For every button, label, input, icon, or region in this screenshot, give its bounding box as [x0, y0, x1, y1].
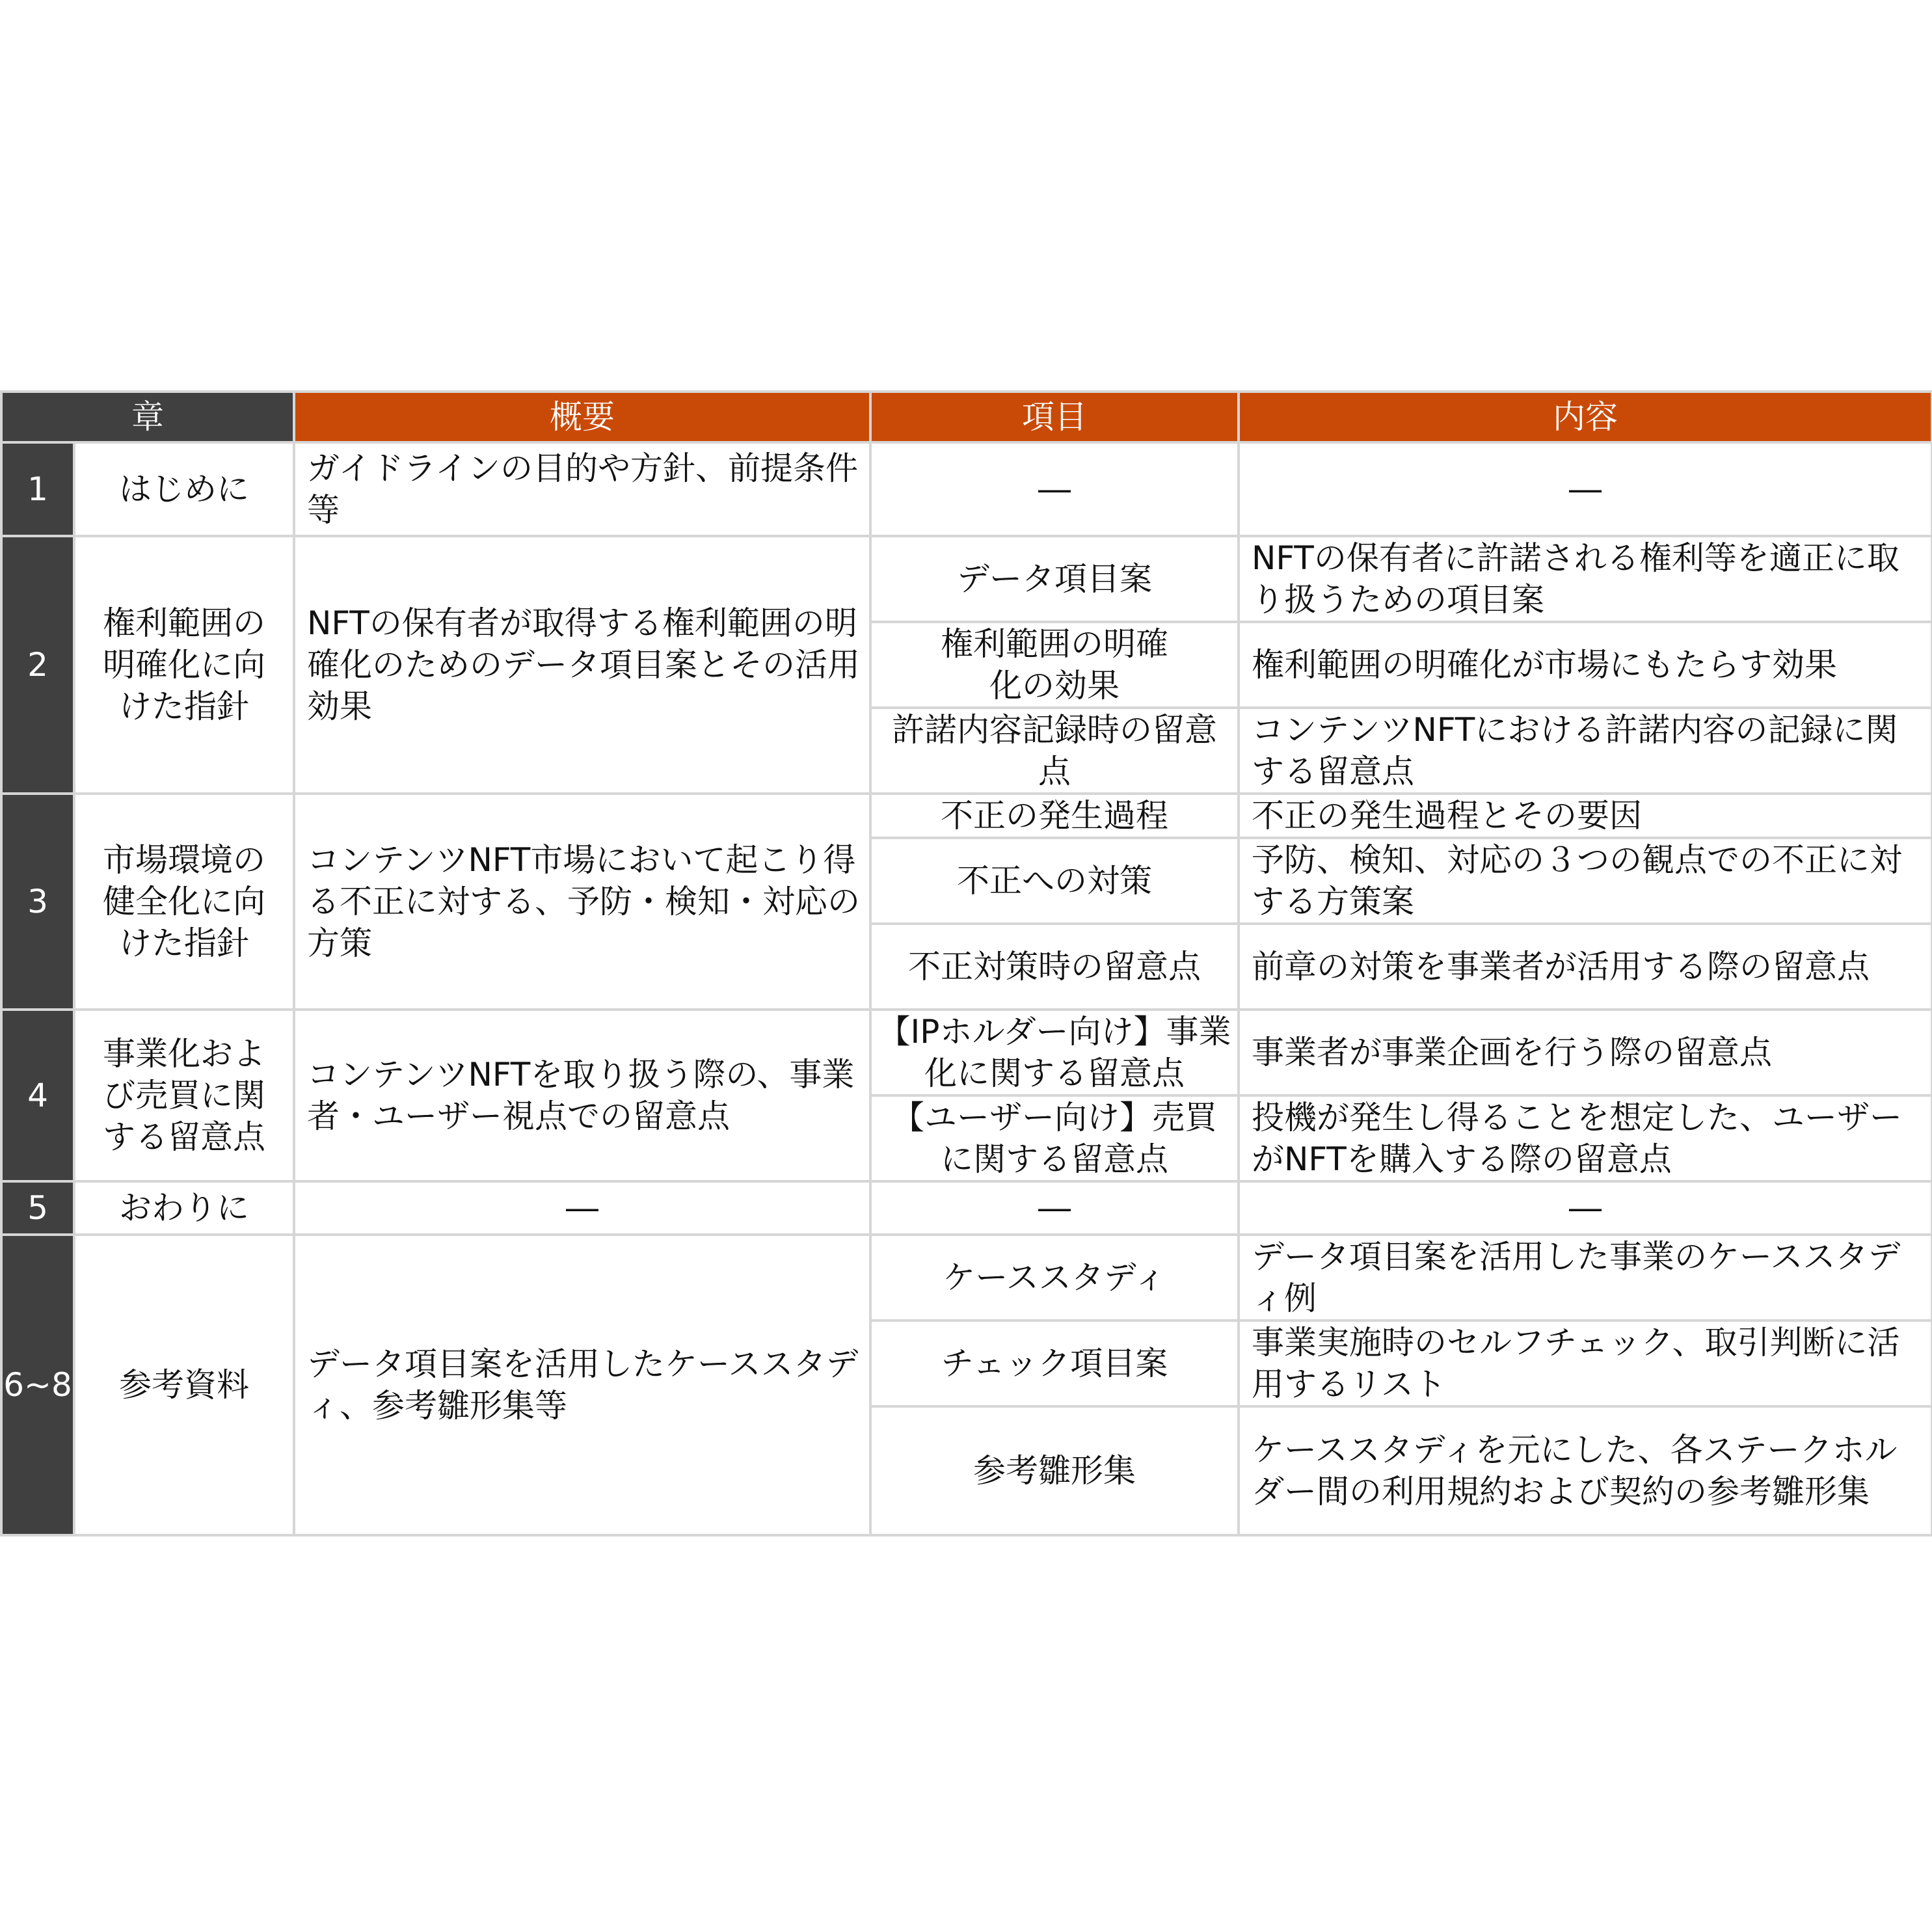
header-summary: 概要 — [294, 392, 870, 442]
item-cell: 権利範囲の明確化の効果 — [870, 622, 1239, 708]
table-row — [1, 1181, 1932, 1235]
chapter-summary: ― — [294, 1181, 870, 1235]
item-cell: 【IPホルダー向け】事業化に関する留意点 — [870, 1010, 1239, 1095]
table-row — [1, 536, 1932, 622]
content-cell: データ項目案を活用した事業のケーススタディ例 — [1239, 1235, 1932, 1321]
table-row — [1, 442, 1932, 536]
chapter-number: 1 — [1, 442, 74, 536]
content-cell: 投機が発生し得ることを想定した、ユーザーがNFTを購入する際の留意点 — [1239, 1095, 1932, 1181]
chapter-number: 5 — [1, 1181, 74, 1235]
chapter-title: 参考資料 — [74, 1235, 294, 1535]
item-cell: ― — [870, 442, 1239, 536]
table-row — [1, 1235, 1932, 1321]
item-cell: ケーススタディ — [870, 1235, 1239, 1321]
item-cell: 参考雛形集 — [870, 1406, 1239, 1535]
chapter-number: 6~8 — [1, 1235, 74, 1535]
content-cell: 予防、検知、対応の３つの観点での不正に対する方策案 — [1239, 838, 1932, 924]
item-cell: 【ユーザー向け】売買に関する留意点 — [870, 1095, 1239, 1181]
header-content: 内容 — [1239, 392, 1932, 442]
chapter-title: 事業化および売買に関する留意点 — [74, 1010, 294, 1181]
chapter-number: 3 — [1, 794, 74, 1010]
chapter-summary: データ項目案を活用したケーススタディ、参考雛形集等 — [294, 1235, 870, 1535]
chapter-summary: コンテンツNFT市場において起こり得る不正に対する、予防・検知・対応の方策 — [294, 794, 870, 1010]
guideline-chapter-table — [0, 390, 1932, 1536]
chapter-title: 権利範囲の明確化に向けた指針 — [74, 536, 294, 794]
chapter-title: おわりに — [74, 1181, 294, 1235]
table-row — [1, 794, 1932, 838]
table-row — [1, 1010, 1932, 1095]
item-cell: 不正への対策 — [870, 838, 1239, 924]
item-cell: チェック項目案 — [870, 1321, 1239, 1406]
content-cell: ― — [1239, 442, 1932, 536]
chapter-title: 市場環境の健全化に向けた指針 — [74, 794, 294, 1010]
item-cell: データ項目案 — [870, 536, 1239, 622]
content-cell: ― — [1239, 1181, 1932, 1235]
item-cell: 許諾内容記録時の留意点 — [870, 708, 1239, 794]
item-cell: 不正対策時の留意点 — [870, 924, 1239, 1010]
header-item: 項目 — [870, 392, 1239, 442]
content-cell: 事業実施時のセルフチェック、取引判断に活用するリスト — [1239, 1321, 1932, 1406]
chapter-number: 4 — [1, 1010, 74, 1181]
content-cell: コンテンツNFTにおける許諾内容の記録に関する留意点 — [1239, 708, 1932, 794]
chapter-number: 2 — [1, 536, 74, 794]
chapter-summary: NFTの保有者が取得する権利範囲の明確化のためのデータ項目案とその活用効果 — [294, 536, 870, 794]
content-cell: 前章の対策を事業者が活用する際の留意点 — [1239, 924, 1932, 1010]
header-chapter: 章 — [1, 392, 294, 442]
item-cell: ― — [870, 1181, 1239, 1235]
content-cell: ケーススタディを元にした、各ステークホルダー間の利用規約および契約の参考雛形集 — [1239, 1406, 1932, 1535]
content-cell: 不正の発生過程とその要因 — [1239, 794, 1932, 838]
chapter-summary: コンテンツNFTを取り扱う際の、事業者・ユーザー視点での留意点 — [294, 1010, 870, 1181]
chapter-summary: ガイドラインの目的や方針、前提条件等 — [294, 442, 870, 536]
content-cell: 事業者が事業企画を行う際の留意点 — [1239, 1010, 1932, 1095]
chapter-title: はじめに — [74, 442, 294, 536]
header-row — [1, 392, 1932, 442]
content-cell: 権利範囲の明確化が市場にもたらす効果 — [1239, 622, 1932, 708]
content-cell: NFTの保有者に許諾される権利等を適正に取り扱うための項目案 — [1239, 536, 1932, 622]
item-cell: 不正の発生過程 — [870, 794, 1239, 838]
